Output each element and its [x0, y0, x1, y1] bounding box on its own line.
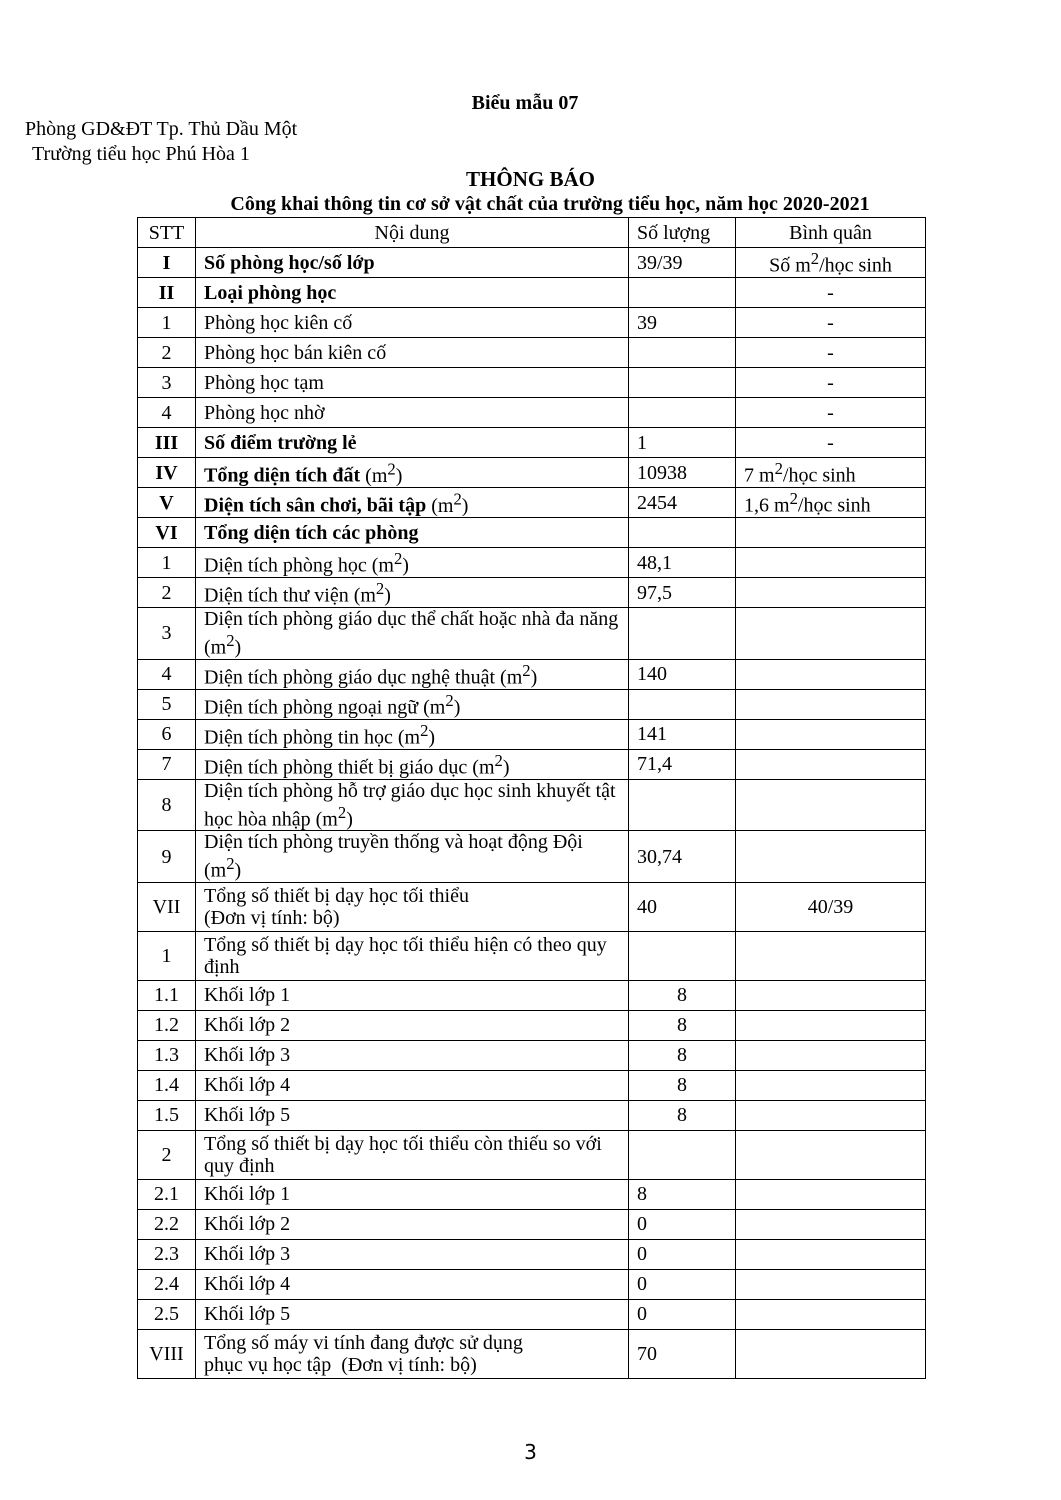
row-quantity: 8 [629, 1179, 736, 1209]
table-row [138, 368, 926, 398]
row-quantity: 0 [629, 1209, 736, 1239]
table-row [138, 428, 926, 458]
row-content: Phòng học bán kiên cố [196, 338, 629, 368]
row-quantity: 0 [629, 1299, 736, 1329]
row-quantity: 10938 [629, 458, 736, 488]
table-row [138, 659, 926, 689]
row-quantity [629, 278, 736, 308]
row-content: Khối lớp 1 [196, 1179, 629, 1209]
row-stt: 2.4 [138, 1269, 196, 1299]
table-row [138, 1130, 926, 1179]
row-stt: III [138, 428, 196, 458]
row-stt: 1.4 [138, 1070, 196, 1100]
row-quantity [629, 368, 736, 398]
row-average [736, 659, 926, 689]
row-quantity [629, 1130, 736, 1179]
row-average [736, 608, 926, 660]
row-stt: V [138, 488, 196, 518]
table-row [138, 980, 926, 1010]
row-content: Diện tích thư viện $(m^2)$ [196, 578, 629, 608]
document-subtitle: Công khai thông tin cơ sở vật chất của trường tiểu học, năm học 2020-2021 [230, 193, 870, 215]
row-content: Khối lớp 5 [196, 1100, 629, 1130]
row-average: 7 $m^2$/học sinh [736, 458, 926, 488]
table-row [138, 749, 926, 779]
row-stt: 1.5 [138, 1100, 196, 1130]
row-stt: IV [138, 458, 196, 488]
table-row [138, 308, 926, 338]
row-quantity: 40 [629, 882, 736, 931]
table-row [138, 518, 926, 548]
row-stt: 9 [138, 831, 196, 883]
row-stt: VI [138, 518, 196, 548]
row-stt: II [138, 278, 196, 308]
row-stt: I [138, 248, 196, 278]
table-row [138, 1329, 926, 1378]
row-quantity [629, 398, 736, 428]
table-row [138, 882, 926, 931]
row-stt: 2 [138, 578, 196, 608]
row-content: Phòng học kiên cố [196, 308, 629, 338]
row-average [736, 578, 926, 608]
row-content: Khối lớp 3 [196, 1239, 629, 1269]
row-quantity: 39 [629, 308, 736, 338]
row-average [736, 689, 926, 719]
table-row [138, 931, 926, 980]
header-stt: STT [138, 218, 196, 248]
row-quantity: 8 [629, 1070, 736, 1100]
row-quantity: 0 [629, 1269, 736, 1299]
row-content: Khối lớp 2 [196, 1209, 629, 1239]
header-average: Bình quân [736, 218, 926, 248]
row-average [736, 980, 926, 1010]
row-content: Diện tích phòng hỗ trợ giáo dục học sinh khuyết tật học hòa nhập $(m^2)$ [196, 779, 629, 831]
row-average [736, 779, 926, 831]
row-content: Diện tích phòng thiết bị giáo dục $(m^2)$ [196, 749, 629, 779]
row-content: Phòng học nhờ [196, 398, 629, 428]
row-content: Diện tích phòng ngoại ngữ $(m^2)$ [196, 689, 629, 719]
row-quantity: 0 [629, 1239, 736, 1269]
table-row [138, 779, 926, 831]
row-stt: VIII [138, 1329, 196, 1378]
row-quantity [629, 518, 736, 548]
row-quantity: 71,4 [629, 749, 736, 779]
row-quantity [629, 689, 736, 719]
row-content: Tổng số thiết bị dạy học tối thiểu còn thiếu so với quy định [196, 1130, 629, 1179]
row-content: Khối lớp 5 [196, 1299, 629, 1329]
row-stt: 2 [138, 338, 196, 368]
row-stt: 6 [138, 719, 196, 749]
row-average [736, 1130, 926, 1179]
table-row [138, 1269, 926, 1299]
row-average [736, 749, 926, 779]
table-row [138, 248, 926, 278]
row-quantity: 48,1 [629, 548, 736, 578]
row-content: Khối lớp 2 [196, 1010, 629, 1040]
row-quantity: 141 [629, 719, 736, 749]
row-quantity: 97,5 [629, 578, 736, 608]
table-row [138, 278, 926, 308]
row-content: Số điểm trường lẻ [196, 428, 629, 458]
row-content: Phòng học tạm [196, 368, 629, 398]
row-average [736, 1209, 926, 1239]
table-row [138, 458, 926, 488]
school-name: Trường tiểu học Phú Hòa 1 [32, 143, 250, 165]
header-quantity: Số lượng [629, 218, 736, 248]
row-content: Diện tích phòng giáo dục thể chất hoặc nhà đa năng $(m^2)$ [196, 608, 629, 660]
row-quantity [629, 608, 736, 660]
table-row [138, 608, 926, 660]
row-average [736, 831, 926, 883]
table-row [138, 398, 926, 428]
row-content: Loại phòng học [196, 278, 629, 308]
department-name: Phòng GD&ĐT Tp. Thủ Dầu Một [25, 118, 298, 140]
row-stt: 1 [138, 931, 196, 980]
row-stt: 7 [138, 749, 196, 779]
table-row [138, 488, 926, 518]
row-quantity [629, 931, 736, 980]
row-content: Tổng diện tích đất $(m^2)$ [196, 458, 629, 488]
row-stt: 1.1 [138, 980, 196, 1010]
row-stt: VII [138, 882, 196, 931]
row-content: Diện tích sân chơi, bãi tập $(m^2)$ [196, 488, 629, 518]
row-quantity [629, 779, 736, 831]
row-average [736, 1040, 926, 1070]
row-average: - [736, 308, 926, 338]
header-content: Nội dung [196, 218, 629, 248]
row-content: Tổng số máy vi tính đang được sử dụng phục vụ học tập (Đơn vị tính: bộ) [196, 1329, 629, 1378]
row-stt: 3 [138, 368, 196, 398]
row-stt: 1.2 [138, 1010, 196, 1040]
table-row [138, 1179, 926, 1209]
document-title: THÔNG BÁO [466, 167, 595, 191]
row-quantity: 8 [629, 1040, 736, 1070]
row-content: Khối lớp 4 [196, 1070, 629, 1100]
row-content: Số phòng học/số lớp [196, 248, 629, 278]
row-content: Tổng diện tích các phòng [196, 518, 629, 548]
row-stt: 3 [138, 608, 196, 660]
row-stt: 2.3 [138, 1239, 196, 1269]
table-row [138, 1010, 926, 1040]
row-average: - [736, 428, 926, 458]
row-content: Tổng số thiết bị dạy học tối thiểu (Đơn vị tính: bộ) [196, 882, 629, 931]
table-row [138, 1299, 926, 1329]
form-number: Biểu mẫu 07 [471, 92, 579, 114]
row-stt: 4 [138, 659, 196, 689]
row-average: 40/39 [736, 882, 926, 931]
row-stt: 2.5 [138, 1299, 196, 1329]
row-average [736, 1179, 926, 1209]
row-average: - [736, 368, 926, 398]
row-quantity: 8 [629, 1100, 736, 1130]
row-average [736, 1010, 926, 1040]
row-quantity: 1 [629, 428, 736, 458]
row-average [736, 1299, 926, 1329]
row-average [736, 1269, 926, 1299]
row-average [736, 1070, 926, 1100]
row-quantity: 39/39 [629, 248, 736, 278]
row-average [736, 719, 926, 749]
row-content: Tổng số thiết bị dạy học tối thiểu hiện có theo quy định [196, 931, 629, 980]
row-stt: 1.3 [138, 1040, 196, 1070]
row-content: Khối lớp 3 [196, 1040, 629, 1070]
row-average [736, 1100, 926, 1130]
row-average [736, 1329, 926, 1378]
row-content: Khối lớp 1 [196, 980, 629, 1010]
row-stt: 4 [138, 398, 196, 428]
row-stt: 2.1 [138, 1179, 196, 1209]
row-quantity [629, 338, 736, 368]
row-average: Số $m^2$/học sinh [736, 248, 926, 278]
table-row [138, 578, 926, 608]
facilities-table [137, 217, 926, 1379]
table-row [138, 338, 926, 368]
table-row [138, 1100, 926, 1130]
row-average: - [736, 338, 926, 368]
row-stt: 1 [138, 308, 196, 338]
table-row [138, 689, 926, 719]
row-content: Diện tích phòng giáo dục nghệ thuật $(m^2)$ [196, 659, 629, 689]
row-quantity: 8 [629, 1010, 736, 1040]
row-average [736, 931, 926, 980]
table-row [138, 1239, 926, 1269]
table-row [138, 1209, 926, 1239]
row-average [736, 518, 926, 548]
row-quantity: 140 [629, 659, 736, 689]
row-quantity: 30,74 [629, 831, 736, 883]
row-average: - [736, 398, 926, 428]
row-stt: 5 [138, 689, 196, 719]
row-quantity: 2454 [629, 488, 736, 518]
row-average [736, 1239, 926, 1269]
row-content: Diện tích phòng truyền thống và hoạt động Đội $(m^2)$ [196, 831, 629, 883]
table-row [138, 831, 926, 883]
table-row [138, 719, 926, 749]
table-row [138, 1040, 926, 1070]
table-header-row [138, 218, 926, 248]
row-stt: 2.2 [138, 1209, 196, 1239]
row-stt: 2 [138, 1130, 196, 1179]
row-quantity: 8 [629, 980, 736, 1010]
row-average: 1,6 $m^2$/học sinh [736, 488, 926, 518]
row-quantity: 70 [629, 1329, 736, 1378]
row-content: Khối lớp 4 [196, 1269, 629, 1299]
page-number: 3 [524, 1440, 537, 1464]
row-stt: 8 [138, 779, 196, 831]
row-content: Diện tích phòng tin học $(m^2)$ [196, 719, 629, 749]
table-row [138, 548, 926, 578]
row-content: Diện tích phòng học $(m^2)$ [196, 548, 629, 578]
table-row [138, 1070, 926, 1100]
row-average [736, 548, 926, 578]
row-average: - [736, 278, 926, 308]
row-stt: 1 [138, 548, 196, 578]
